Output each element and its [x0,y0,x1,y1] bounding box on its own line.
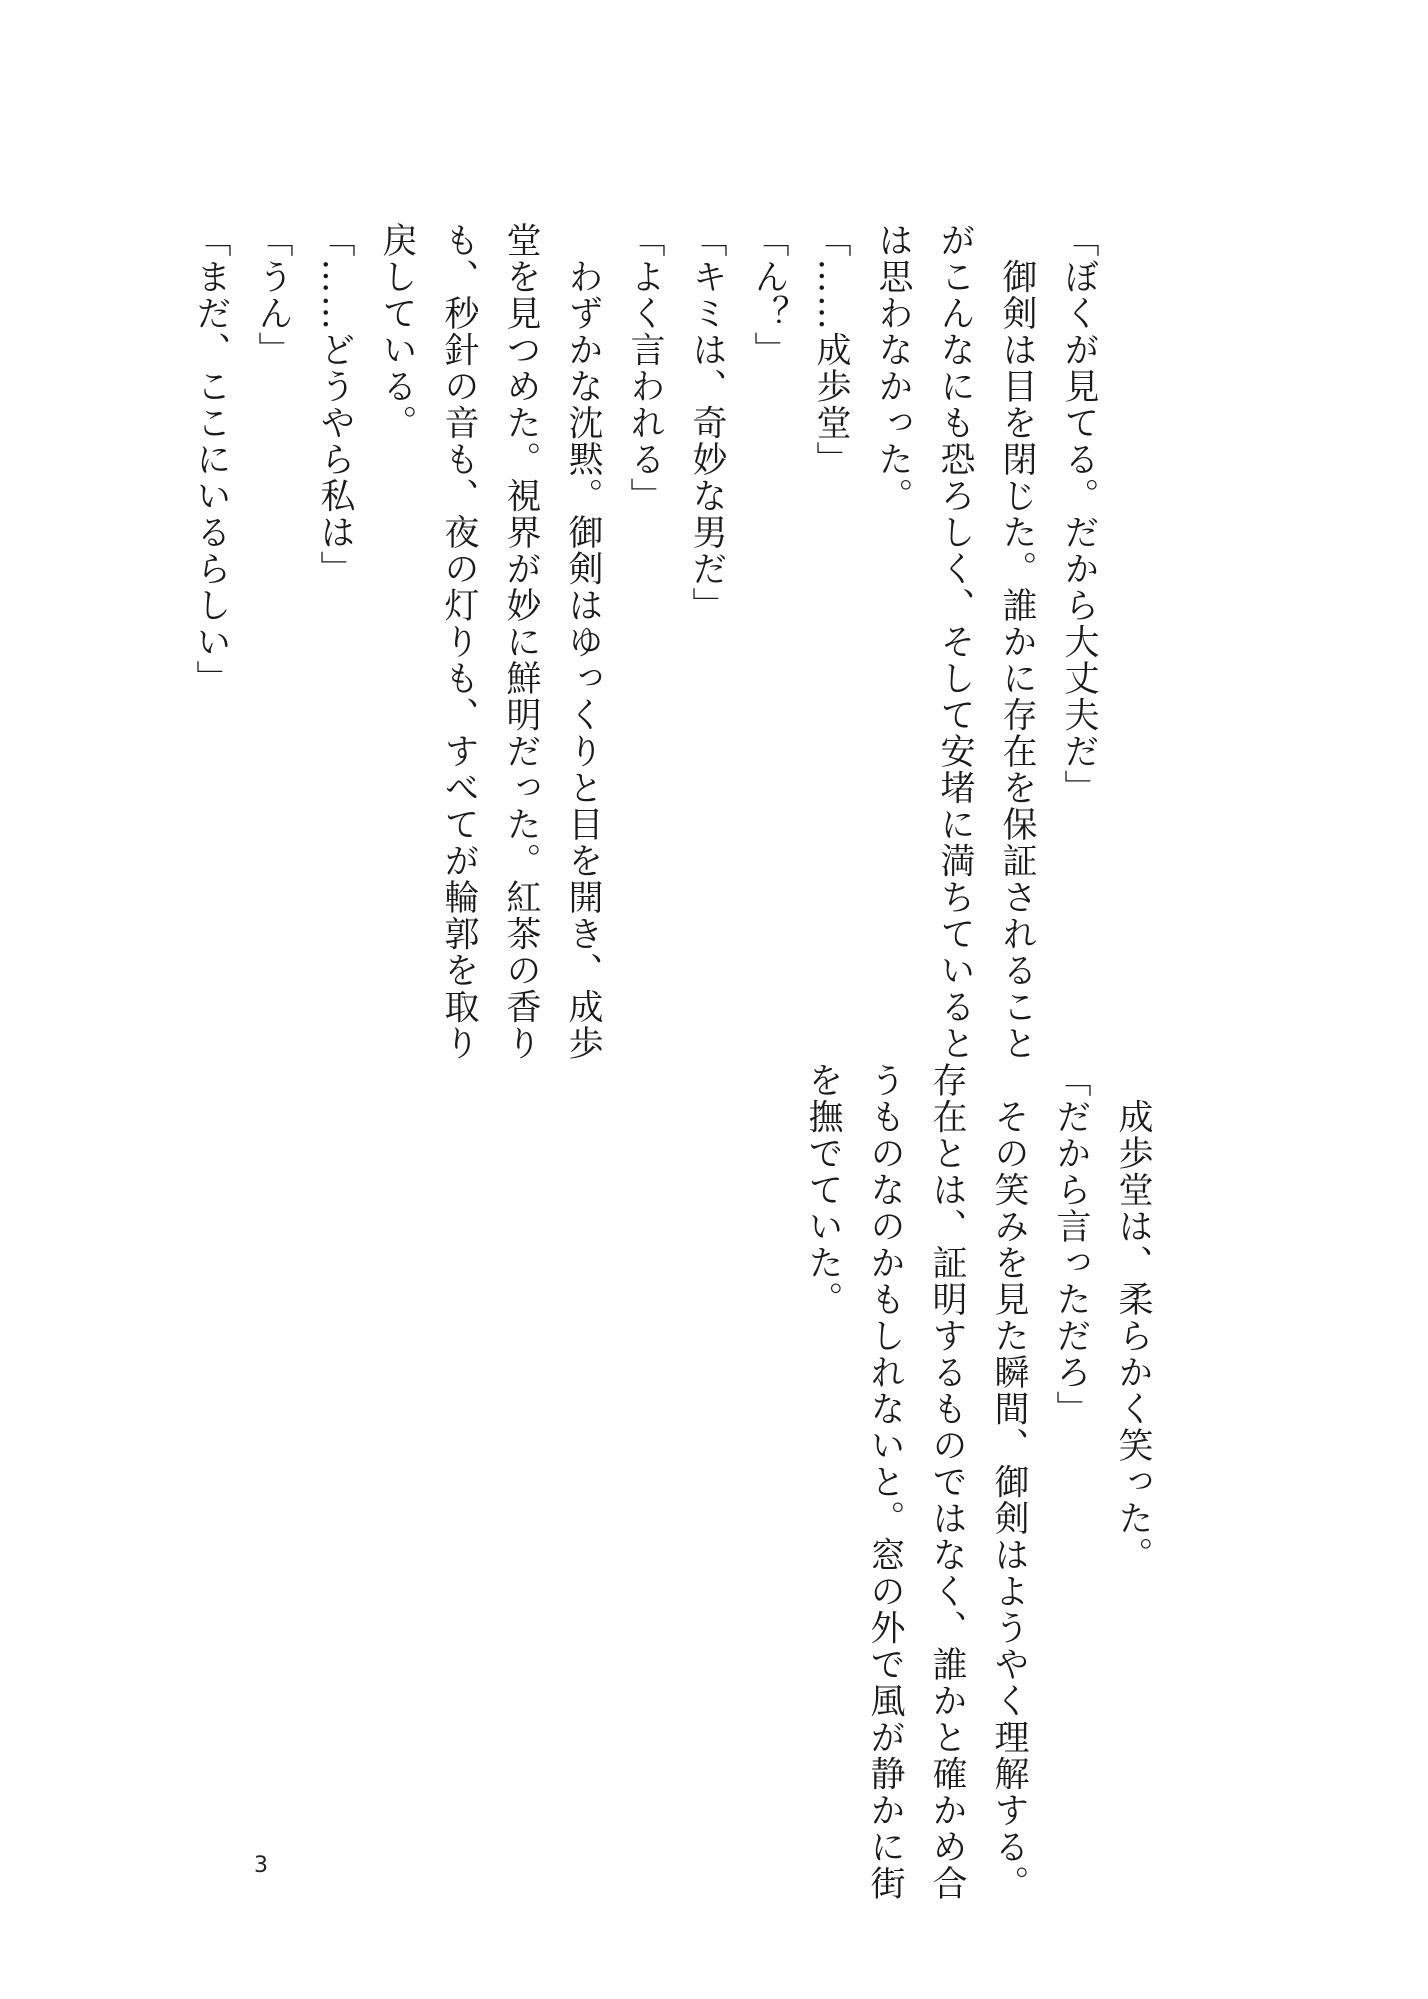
text-line: 「うん」 [253,222,293,368]
text-line: 「ん？」 [749,222,789,368]
page-number: 3 [254,1853,268,1878]
text-line: を撫でていた。 [803,1062,843,1318]
text-line: 成歩堂は、柔らかく笑った。 [1113,1062,1153,1573]
lower-text-block [792,1062,1164,1902]
text-line: 存在とは、証明するものではなく、誰かと確かめ合 [927,1062,967,1902]
text-line: その笑みを見た瞬間、御剣はようやく理解する。 [989,1062,1029,1902]
text-line: 「……どうやら私は」 [315,222,355,587]
text-line: 堂を見つめた。視界が妙に鮮明だった。紅茶の香り [501,222,541,1062]
text-line: うものなのかもしれないと。窓の外で風が静かに街 [865,1062,905,1902]
text-line: 「キミは、奇妙な男だ」 [687,222,727,624]
text-line: 「ぼくが見てる。だから大丈夫だ」 [1059,222,1099,806]
text-line: は思わなかった。 [873,222,913,514]
text-line: がこんなにも恐ろしく、そして安堵に満ちていると [935,222,975,1062]
upper-text-block [180,222,1110,1062]
text-line: も、秒針の音も、夜の灯りも、すべてが輪郭を取り [439,222,479,1062]
text-line: 「だから言っただろ」 [1051,1062,1091,1427]
text-line: 「まだ、ここにいるらしい」 [191,222,231,697]
text-line: 戻している。 [377,222,417,441]
text-line: 「……成歩堂」 [811,222,851,478]
text-line: 御剣は目を閉じた。誰かに存在を保証されること [997,222,1037,1062]
text-line: 「よく言われる」 [625,222,665,514]
text-line: わずかな沈黙。御剣はゆっくりと目を開き、成歩 [563,222,603,1062]
